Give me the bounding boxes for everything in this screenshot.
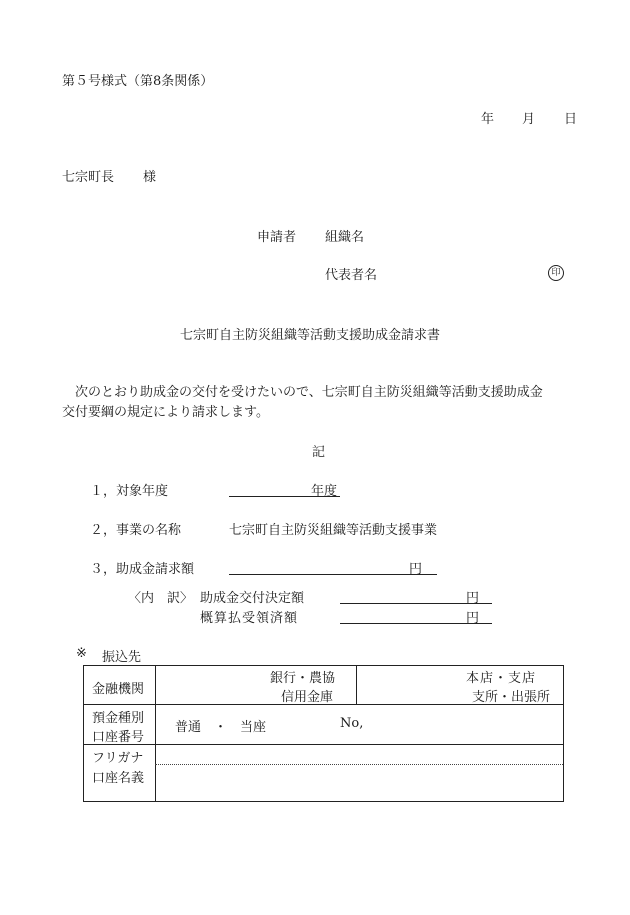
body-text-line2: 交付要綱の規定により請求します。 [62,405,269,420]
item3-value: 円 [409,562,423,577]
breakdown-line1-underline [340,603,492,604]
transfer-label: 振込先 [102,650,142,665]
breakdown-line2-value: 円 [466,611,480,626]
item2-label: ２，事業の名称 [90,523,182,538]
branch-type2: 支所・出張所 [472,690,551,705]
item1-value: 年度 [311,484,338,499]
addressee-honorific: 様 [143,170,157,185]
bank-account-table [83,665,564,802]
body-text-line1: 次のとおり助成金の交付を受けたいので、七宗町自主防災組織等活動支援助成金 [75,385,543,400]
note-mark: ※ [76,646,87,661]
breakdown-line1-value: 円 [466,591,480,606]
item1-underline [229,496,340,497]
addressee-name: 七宗町長 [62,170,115,185]
form-number: 第５号様式（第8条関係） [62,74,214,89]
table-column-divider [155,666,156,801]
breakdown-line1-label: 助成金交付決定額 [200,591,305,606]
applicant-label: 申請者 [257,230,297,245]
table-dotted-divider [155,764,563,765]
seal-mark: 印 [548,265,564,281]
account-type-options: 普通 ・ 当座 [175,720,267,735]
applicant-rep-label: 代表者名 [325,268,378,283]
account-type-label: 預金種別 [92,711,145,726]
table-bank-divider [356,666,357,704]
account-number-label: 口座番号 [92,730,145,745]
bank-type1: 銀行・農協 [270,671,336,686]
account-holder-label: 口座名義 [92,771,145,786]
breakdown-label: 〈内 訳〉 [128,591,194,606]
date-year: 年 [481,112,495,127]
ki-heading: 記 [312,445,326,460]
date-month: 月 [522,112,536,127]
account-number-prefix: No, [340,716,364,731]
date-day: 日 [564,112,578,127]
item3-label: ３，助成金請求額 [90,562,195,577]
applicant-org-label: 組織名 [325,230,365,245]
bank-type2: 信用金庫 [281,690,334,705]
bank-label: 金融機関 [92,682,145,697]
furigana-label: フリガナ [92,751,144,766]
document-title: 七宗町自主防災組織等活動支援助成金請求書 [180,328,441,343]
item3-underline [229,574,437,575]
table-row-divider [84,744,563,745]
breakdown-line2-underline [340,623,492,624]
item1-label: １，対象年度 [90,484,169,499]
breakdown-line2-label: 概算払受領済額 [200,611,299,626]
item2-value: 七宗町自主防災組織等活動支援事業 [229,523,438,538]
branch-type1: 本店・支店 [466,671,537,686]
